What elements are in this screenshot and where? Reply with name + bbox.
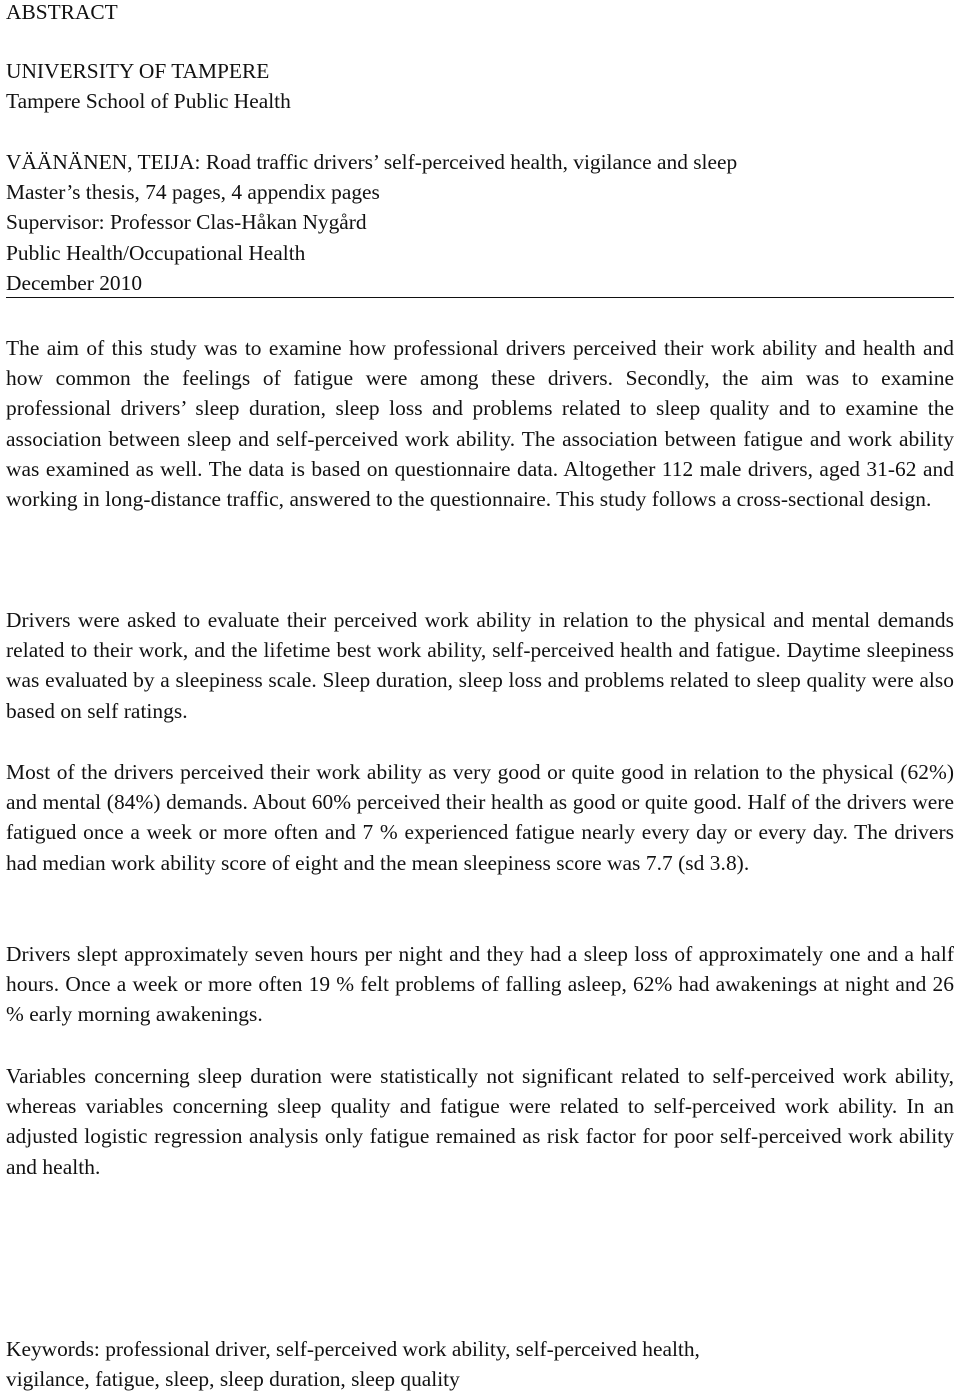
keywords-line-1: Keywords: professional driver, self-perceived work ability, self-perceived health, [6, 1337, 700, 1361]
school-name: Tampere School of Public Health [6, 89, 291, 114]
field-of-study: Public Health/Occupational Health [6, 240, 306, 265]
author-and-title: VÄÄNÄNEN, TEIJA: Road traffic drivers’ self-perceived health, vigilance and sleep [6, 150, 738, 174]
abstract-paragraph-conclusions: Variables concerning sleep duration were statistically not significant related to self-perceived work ability, whereas variables concerning sleep quality and fatigue were related to self-perceived work ability. In an adjusted logistic regression analysis only fatigue remained as risk factor for poor self-perceived work ability and health. [6, 1064, 954, 1179]
thesis-date: December 2010 [6, 270, 143, 295]
abstract-paragraph-results-work-ability: Most of the drivers perceived their work ability as very good or quite good in relation to the physical (62%) and mental (84%) demands. About 60% perceived their health as good or quite good. Half of the drivers were fatigued once a week or more often and 7 % experienced fatigue nearly every day or every day. The drivers had median work ability score of eight and the mean sleepiness score was 7.7 (sd 3.8). [6, 760, 954, 875]
abstract-heading: ABSTRACT [6, 0, 118, 24]
keywords-block [6, 1334, 954, 1394]
thesis-info [6, 147, 737, 298]
university-name: UNIVERSITY OF TAMPERE [6, 59, 270, 83]
horizontal-divider [6, 297, 954, 298]
supervisor: Supervisor: Professor Clas-Håkan Nygård [6, 210, 367, 235]
abstract-paragraph-results-sleep: Drivers slept approximately seven hours per night and they had a sleep loss of approximately one and a half hours. Once a week or more often 19 % felt problems of falling asleep, 62% had awakenings at night and 26 % early morning awakenings. [6, 942, 954, 1027]
institution-block [6, 56, 291, 116]
keywords-line-2: vigilance, fatigue, sleep, sleep duration, sleep quality [6, 1367, 460, 1392]
abstract-paragraph-methods: Drivers were asked to evaluate their perceived work ability in relation to the physical and mental demands related to their work, and the lifetime best work ability, self-perceived health and fatigue. Daytime sleepiness was evaluated by a sleepiness scale. Sleep duration, sleep loss and problems related to sleep quality were also based on self ratings. [6, 608, 954, 723]
abstract-paragraph-aim: The aim of this study was to examine how professional drivers perceived their work ability and health and how common the feelings of fatigue were among these drivers. Secondly, the aim was to examine professional drivers’ sleep duration, sleep loss and problems related to sleep quality and to examine the association between sleep and self-perceived work ability. The association between fatigue and work ability was examined as well. The data is based on questionnaire data. Altogether 112 male drivers, aged 31-62 and working in long-distance traffic, answered to the questionnaire. This study follows a cross-sectional design. [6, 336, 954, 512]
thesis-pages: Master’s thesis, 74 pages, 4 appendix pages [6, 180, 380, 205]
